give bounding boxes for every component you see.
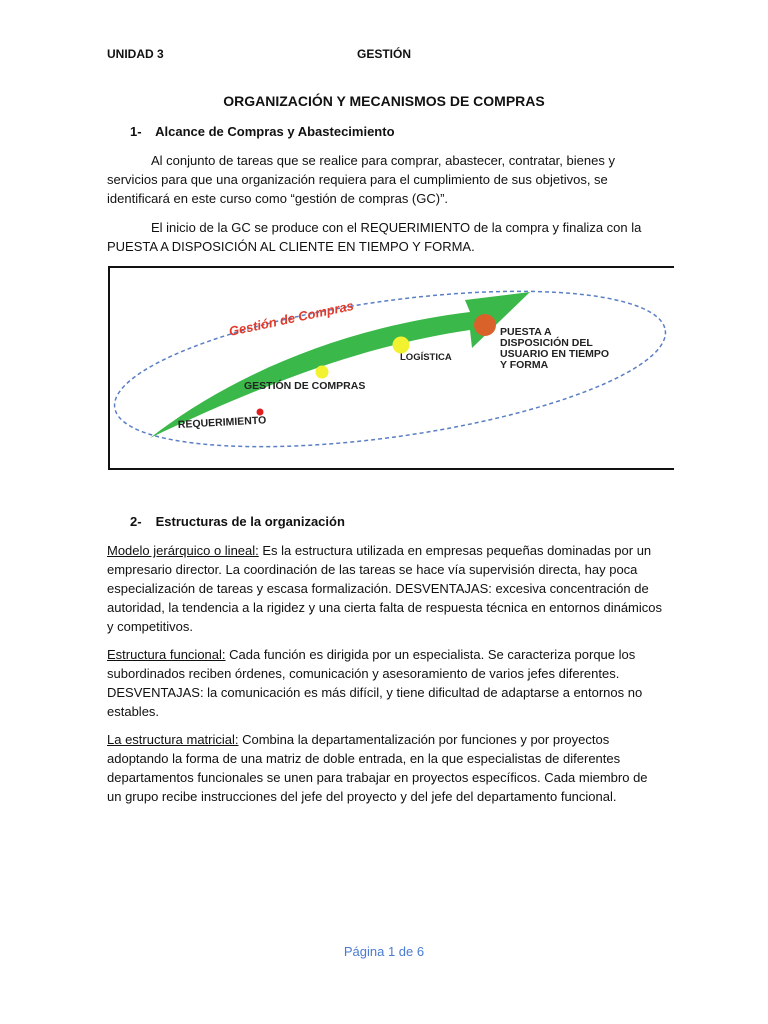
header-subject: GESTIÓN [357, 47, 412, 61]
structure-text-funcional: Cada función es dirigida por un especialista. Se caracteriza porque los subordinados reciben órdenes, comunicación y asesoramiento de varios jefes diferentes. DESVENTAJAS: la comunicación es más difícil, y tiene dificultad de adaptarse a entornos no estables. [107, 647, 643, 719]
stage-dot-puesta [474, 314, 496, 336]
section1-heading [130, 124, 395, 139]
section1-number: 1- [130, 124, 142, 139]
stage-dot-gestion [316, 366, 329, 379]
structure-text-matricial: Combina la departamentalización por funciones y por proyectos adoptando la forma de una matriz de doble entrada, en la que especialistas de diferentes departamentos funcionales se unen para trabajar en proyectos específicos. Cada miembro de un grupo recibe instrucciones del jefe del proyecto y del jefe del departamento funcional. [107, 732, 648, 804]
page-number: Página 1 de 6 [343, 944, 425, 959]
diagram-svg [110, 268, 674, 468]
section2-title: Estructuras de la organización [155, 514, 345, 529]
stage-label-puesta-line2: DISPOSICIÓN DEL [500, 337, 593, 349]
diagram-ellipse [110, 268, 674, 468]
structure-term-lineal: Modelo jerárquico o lineal: [107, 543, 259, 558]
stage-label-puesta-line3: USUARIO EN TIEMPO [500, 348, 610, 360]
page-title: ORGANIZACIÓN Y MECANISMOS DE COMPRAS [223, 93, 545, 109]
structure-term-matricial: La estructura matricial: [107, 732, 239, 747]
section1-paragraph2: El inicio de la GC se produce con el REQUERIMIENTO de la compra y finaliza con la PUESTA A DISPOSICIÓN AL CLIENTE EN TIEMPO Y FORMA. [107, 220, 642, 254]
structure-item-matricial [107, 730, 662, 806]
section2-heading [130, 514, 345, 529]
stage-label-requerimiento: REQUERIMIENTO [177, 414, 267, 431]
diagram-ellipse-label: Gestión de Compras [227, 297, 355, 339]
stage-label-gestion: GESTIÓN DE COMPRAS [244, 380, 366, 392]
section2-number: 2- [130, 514, 142, 529]
stage-label-puesta-line1: PUESTA A [500, 326, 552, 338]
section1-paragraph1: Al conjunto de tareas que se realice para comprar, abastecer, contratar, bienes y servicios para que una organización requiera para el cumplimiento de sus objetivos, se identificará en este curso como “gestión de compras (GC)”. [107, 153, 615, 206]
section1-title: Alcance de Compras y Abastecimiento [155, 124, 395, 139]
stage-label-logistica: LOGÍSTICA [400, 352, 452, 363]
stage-label-puesta-line4: Y FORMA [500, 359, 549, 371]
structure-term-funcional: Estructura funcional: [107, 647, 226, 662]
structure-item-funcional [107, 645, 662, 721]
stage-dot-logistica [393, 337, 410, 354]
header-unit: UNIDAD 3 [107, 47, 164, 61]
structure-text-lineal: Es la estructura utilizada en empresas pequeñas dominadas por un empresario director. La coordinación de las tareas se hace vía supervisión directa, hay poca especialización de tareas y escasa formalización. DESVENTAJAS: excesiva concentración de autoridad, la tendencia a la rigidez y una cierta falta de respuesta técnica en entornos dinámicos y competitivos. [107, 543, 663, 634]
gestion-compras-diagram [108, 266, 674, 470]
structure-item-lineal [107, 541, 662, 636]
